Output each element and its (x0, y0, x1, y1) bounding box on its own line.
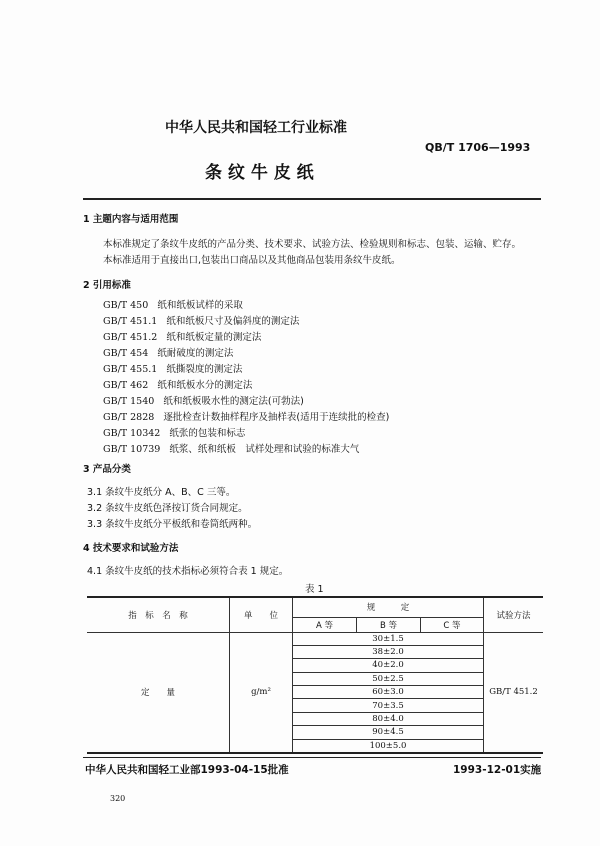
reference-code: GB/T 462 (103, 380, 149, 391)
section-2-heading: 2 引用标准 (83, 280, 131, 291)
spec-value: 80±4.0 (293, 712, 484, 725)
reference-item (103, 329, 261, 343)
spec-value: 60±3.0 (293, 686, 484, 699)
reference-code: GB/T 454 (103, 348, 149, 359)
reference-code: GB/T 450 (103, 300, 149, 311)
section-3-heading: 3 产品分类 (83, 464, 131, 475)
table-row (87, 632, 543, 645)
reference-title: 纸和纸板吸水性的测定法(可勃法) (163, 396, 304, 407)
reference-title: 纸撕裂度的测定法 (166, 364, 243, 375)
document-title: 条 纹 牛 皮 纸 (205, 163, 314, 183)
clause: 3.3 条纹牛皮纸分平板纸和卷筒纸两种。 (87, 519, 258, 530)
reference-code: GB/T 451.1 (103, 316, 158, 327)
reference-title: 纸和纸板试样的采取 (157, 300, 243, 311)
paragraph: 本标准适用于直接出口,包装出口商品以及其他商品包装用条纹牛皮纸。 (103, 255, 401, 266)
reference-item (103, 377, 252, 391)
reference-code: GB/T 10342 (103, 428, 161, 439)
reference-code: GB/T 1540 (103, 396, 155, 407)
reference-title: 逐批检查计数抽样程序及抽样表(适用于连续批的检查) (163, 412, 390, 423)
section-4-heading: 4 技术要求和试验方法 (83, 543, 179, 554)
reference-item (103, 441, 359, 455)
reference-item (103, 425, 245, 439)
header-unit: 单 位 (230, 597, 293, 632)
section-1-heading: 1 主题内容与适用范围 (83, 214, 179, 225)
clause: 4.1 条纹牛皮纸的技术指标必须符合表 1 规定。 (87, 566, 289, 577)
spec-value: 70±3.5 (293, 699, 484, 712)
reference-title: 纸和纸板水分的测定法 (157, 380, 253, 391)
reference-item (103, 313, 299, 327)
header-spec: 规 定 (293, 597, 484, 617)
header-grade-a: A 等 (293, 617, 357, 632)
header-method: 试验方法 (484, 597, 544, 632)
spec-value: 50±2.5 (293, 672, 484, 685)
reference-item (103, 409, 389, 423)
reference-code: GB/T 10739 (103, 444, 161, 455)
clause: 3.2 条纹牛皮纸色泽按订货合同规定。 (87, 503, 248, 514)
standard-code: QB/T 1706—1993 (425, 141, 531, 154)
reference-code: GB/T 455.1 (103, 364, 158, 375)
reference-item (103, 361, 242, 375)
spec-value: 30±1.5 (293, 632, 484, 645)
reference-title: 纸耐破度的测定法 (157, 348, 234, 359)
spec-table (87, 596, 543, 754)
approval-date: 中华人民共和国轻工业部1993-04-15批准 (85, 764, 289, 776)
row-method: GB/T 451.2 (484, 632, 544, 753)
effective-date: 1993-12-01实施 (453, 764, 542, 776)
spec-value: 38±2.0 (293, 645, 484, 658)
reference-title: 纸浆、纸和纸板 试样处理和试验的标准大气 (169, 444, 360, 455)
spec-value: 40±2.0 (293, 659, 484, 672)
reference-code: GB/T 451.2 (103, 332, 158, 343)
row-name: 定 量 (87, 632, 230, 753)
spec-value: 90±4.5 (293, 726, 484, 739)
reference-item (103, 345, 233, 359)
header-grade-c: C 等 (421, 617, 484, 632)
reference-title: 纸和纸板尺寸及偏斜度的测定法 (166, 316, 300, 327)
footer-rule (83, 757, 541, 758)
header-rule (83, 198, 541, 200)
reference-title: 纸张的包装和标志 (169, 428, 246, 439)
spec-value: 100±5.0 (293, 739, 484, 753)
page-number: 320 (110, 794, 126, 803)
reference-title: 纸和纸板定量的测定法 (166, 332, 262, 343)
table-caption: 表 1 (305, 584, 324, 595)
reference-code: GB/T 2828 (103, 412, 155, 423)
clause: 3.1 条纹牛皮纸分 A、B、C 三等。 (87, 487, 236, 498)
reference-item (103, 393, 304, 407)
issuing-organization: 中华人民共和国轻工行业标准 (165, 120, 347, 136)
paragraph: 本标准规定了条纹牛皮纸的产品分类、技术要求、试验方法、检验规则和标志、包装、运输、贮存。 (103, 239, 522, 250)
header-grade-b: B 等 (357, 617, 421, 632)
header-name: 指 标 名 称 (87, 597, 230, 632)
reference-item (103, 297, 243, 311)
row-unit: g/m² (230, 632, 293, 753)
